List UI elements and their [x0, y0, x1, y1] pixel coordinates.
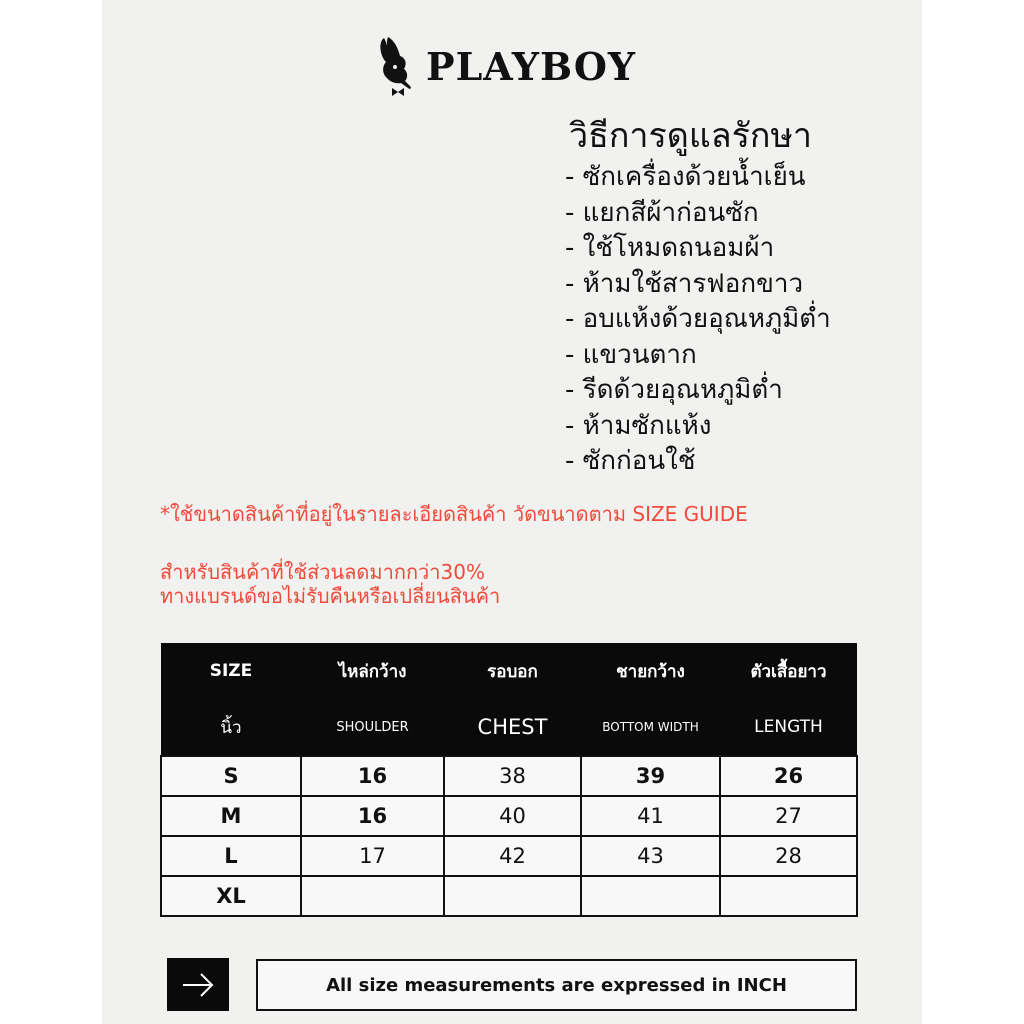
cell-length: 27: [720, 796, 857, 836]
care-title: วิธีการดูแลรักษา: [569, 116, 812, 156]
cell-bottom-width: 39: [581, 756, 720, 796]
header-shoulder: ไหล่กว้าง: [301, 643, 444, 699]
rabbit-head-icon: [374, 36, 418, 96]
care-item: - แยกสีผ้าก่อนซัก: [565, 197, 759, 228]
care-item: - ซักเครื่องด้วยน้ำเย็น: [565, 162, 806, 192]
cell-length: 28: [720, 836, 857, 876]
size-note: *ใช้ขนาดสินค้าที่อยู่ในรายละเอียดสินค้า วัดขนาดตาม SIZE GUIDE: [160, 502, 748, 526]
unit-notice: All size measurements are expressed in INCH: [256, 959, 857, 1011]
subheader-chest: CHEST: [444, 699, 581, 756]
discount-note: [160, 560, 500, 608]
header-length: ตัวเสื้อยาว: [720, 643, 857, 699]
care-item: - ซักก่อนใช้: [565, 446, 696, 476]
cell-shoulder: [301, 876, 444, 916]
care-item: - อบแห้งด้วยอุณหภูมิต่ำ: [565, 304, 831, 334]
care-item: - รีดด้วยอุณหภูมิต่ำ: [565, 375, 783, 405]
cell-length: 26: [720, 756, 857, 796]
cell-size: XL: [161, 876, 301, 916]
cell-size: S: [161, 756, 301, 796]
cell-length: [720, 876, 857, 916]
table-row: [161, 796, 857, 836]
table-subheader-row: [161, 699, 857, 756]
cell-bottom-width: [581, 876, 720, 916]
table-row: [161, 876, 857, 916]
header-size: SIZE: [161, 643, 301, 699]
care-item: - แขวนตาก: [565, 339, 697, 370]
discount-note-line1: สำหรับสินค้าที่ใช้ส่วนลดมากกว่า30%: [160, 560, 485, 584]
subheader-shoulder: SHOULDER: [301, 699, 444, 756]
brand-logo: [374, 36, 636, 96]
cell-chest: [444, 876, 581, 916]
brand-name: PLAYBOY: [426, 43, 637, 89]
header-bottom-width: ชายกว้าง: [581, 643, 720, 699]
header-chest: รอบอก: [444, 643, 581, 699]
subheader-bottom-width: BOTTOM WIDTH: [581, 699, 720, 756]
size-table: [160, 643, 858, 917]
table-row: [161, 836, 857, 876]
discount-note-line2: ทางแบรนด์ขอไม่รับคืนหรือเปลี่ยนสินค้า: [160, 584, 501, 608]
cell-chest: 38: [444, 756, 581, 796]
next-arrow-button[interactable]: [167, 958, 229, 1011]
cell-bottom-width: 41: [581, 796, 720, 836]
care-item: - ห้ามใช้สารฟอกขาว: [565, 268, 804, 299]
cell-size: M: [161, 796, 301, 836]
table-header-row: [161, 643, 857, 699]
table-row: [161, 756, 857, 796]
care-item: - ห้ามซักแห้ง: [565, 410, 712, 441]
cell-shoulder: 16: [301, 796, 444, 836]
care-item: - ใช้โหมดถนอมผ้า: [565, 233, 775, 263]
arrow-right-icon: [181, 972, 215, 998]
subheader-length: LENGTH: [720, 699, 857, 756]
cell-chest: 40: [444, 796, 581, 836]
cell-shoulder: 16: [301, 756, 444, 796]
care-instructions: [565, 114, 831, 480]
subheader-unit: นิ้ว: [161, 699, 301, 756]
cell-size: L: [161, 836, 301, 876]
cell-chest: 42: [444, 836, 581, 876]
cell-shoulder: 17: [301, 836, 444, 876]
cell-bottom-width: 43: [581, 836, 720, 876]
